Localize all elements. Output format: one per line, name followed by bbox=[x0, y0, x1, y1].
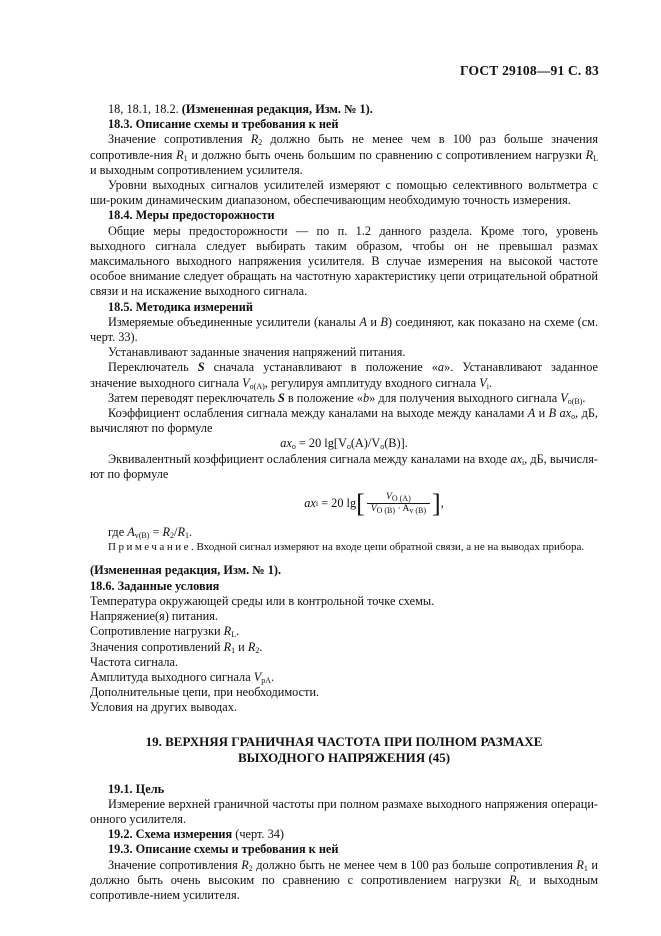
condition-item: Значения сопротивлений $R_1$ и $R_2$. bbox=[90, 639, 263, 655]
condition-item: Условия на других выводах. bbox=[90, 700, 237, 715]
condition-item: Сопротивление нагрузки $R_L$. bbox=[90, 624, 240, 640]
clause-refs: 18, 18.1, 18.2. bbox=[108, 102, 179, 116]
condition-item: Температура окружающей среды или в контрольной точке схемы. bbox=[90, 593, 435, 608]
section-18-3-paragraph-2: Уровни выходных сигналов усилителей измеряют с помощью селективного вольтметра с ши-роким динамическим диапазоном, обеспечивающим необходимую точность измерения. bbox=[90, 178, 598, 208]
edit-note-2: (Измененная редакция, Изм. № 1). bbox=[90, 563, 282, 578]
condition-item: Частота сигнала. bbox=[90, 654, 179, 669]
section-19-title: 19. ВЕРХНЯЯ ГРАНИЧНАЯ ЧАСТОТА ПРИ ПОЛНОМ РАЗМАХЕ ВЫХОДНОГО НАПРЯЖЕНИЯ (45) bbox=[145, 733, 543, 765]
section-18-6-title: 18.6. Заданные условия bbox=[90, 578, 220, 593]
formula-where-clause: где $A_{v(B)} = R_2/R_1$. bbox=[108, 525, 193, 541]
condition-item: Амплитуда выходного сигнала $V_{pA}$. bbox=[90, 669, 275, 685]
section-18-4-paragraph: Общие меры предосторожности — по п. 1.2 данного раздела. Кроме того, уровень выходного сигнала следует выбирать таким образом, чтобы он не превышал размах максимального выходного напряжения усилителя. В случае измерения на высокой частоте особое внимание следует обращать на частотную характеристику цепи отрицательной обратной связи и на искажение выходного сигнала. bbox=[90, 223, 598, 299]
section-18-5-paragraph-4: Затем переводят переключатель S в положение «b» для получения выходного сигнала $V_{o(B)}$. bbox=[108, 390, 586, 406]
section-18-3-paragraph: Значение сопротивления $R_2$ должно быть не менее чем в 100 раз больше значения сопротивле-ния $R_1$ и должно быть очень большим по сравнению с сопротивлением нагрузки $R_L$ и выходным сопротивлением усилителя. bbox=[90, 132, 599, 177]
section-18-5-paragraph-2: Устанавливают заданные значения напряжений питания. bbox=[108, 345, 406, 360]
edit-note: (Измененная редакция, Изм. № 1). bbox=[181, 102, 373, 116]
section-18-5-paragraph-1: Измеряемые объединенные усилители (каналы A и B) соединяют, как показано на схеме (см. черт. 33). bbox=[90, 314, 599, 345]
page-content bbox=[90, 102, 598, 903]
section-18-5-paragraph-5: Коэффициент ослабления сигнала между каналами на выходе между каналами A и B $ax_o$, дБ, вычисляют по формуле bbox=[90, 406, 599, 436]
section-19-2-line: 19.2. Схема измерения (черт. 34) bbox=[108, 827, 284, 842]
edit-note-paragraph bbox=[90, 102, 598, 117]
section-18-5-title: 18.5. Методика измерений bbox=[108, 299, 253, 314]
section-19-3-title: 19.3. Описание схемы и требования к ней bbox=[108, 842, 339, 857]
section-19-1-paragraph: Измерение верхней граничной частоты при полном размахе выходного напряжения операци-онного усилителя. bbox=[90, 796, 598, 826]
condition-item: Напряжение(я) питания. bbox=[90, 609, 218, 624]
section-19-3-paragraph: Значение сопротивления $R_2$ должно быть не менее чем в 100 раз больше сопротивления $R_1$ и должно быть очень высоким по сравнению с сопротивлением нагрузки $R_L$ и выходным сопротивле-нием усилителя. bbox=[90, 857, 599, 902]
formula-input-attenuation: ax i = 20 lg [ $\frac{V_{O (A)}}{V_{O (B)} \cdot A_{v (B)}}$ ] , bbox=[304, 488, 444, 518]
section-18-4-title: 18.4. Меры предосторожности bbox=[108, 208, 275, 223]
section-18-5-paragraph-3: Переключатель S сначала устанавливают в положение «a». Устанавливают заданное значение выходного сигнала $V_{o(A)}$, регулируя амплитуду входного сигнала $V_i$. bbox=[90, 360, 599, 391]
formula-fraction: $\frac{V_{O (A)}}{V_{O (B)} \cdot A_{v (B)}}$ bbox=[367, 492, 430, 515]
section-18-5-paragraph-6: Эквивалентный коэффициент ослабления сигнала между каналами на входе $ax_i$, дБ, вычисля-ют по формуле bbox=[90, 451, 598, 481]
condition-item: Дополнительные цепи, при необходимости. bbox=[90, 685, 320, 700]
note-paragraph: Примечание. Входной сигнал измеряют на входе цепи обратной связи, а не на выводах прибора. bbox=[108, 541, 585, 554]
page-header: ГОСТ 29108—91 С. 83 bbox=[460, 63, 599, 78]
section-19-1-title: 19.1. Цель bbox=[108, 781, 165, 796]
section-18-3-title: 18.3. Описание схемы и требования к ней bbox=[108, 117, 339, 132]
formula-output-attenuation: $ax_o = 20$ $\lg[V_o(A)/V_o(B)]$. bbox=[280, 436, 408, 452]
